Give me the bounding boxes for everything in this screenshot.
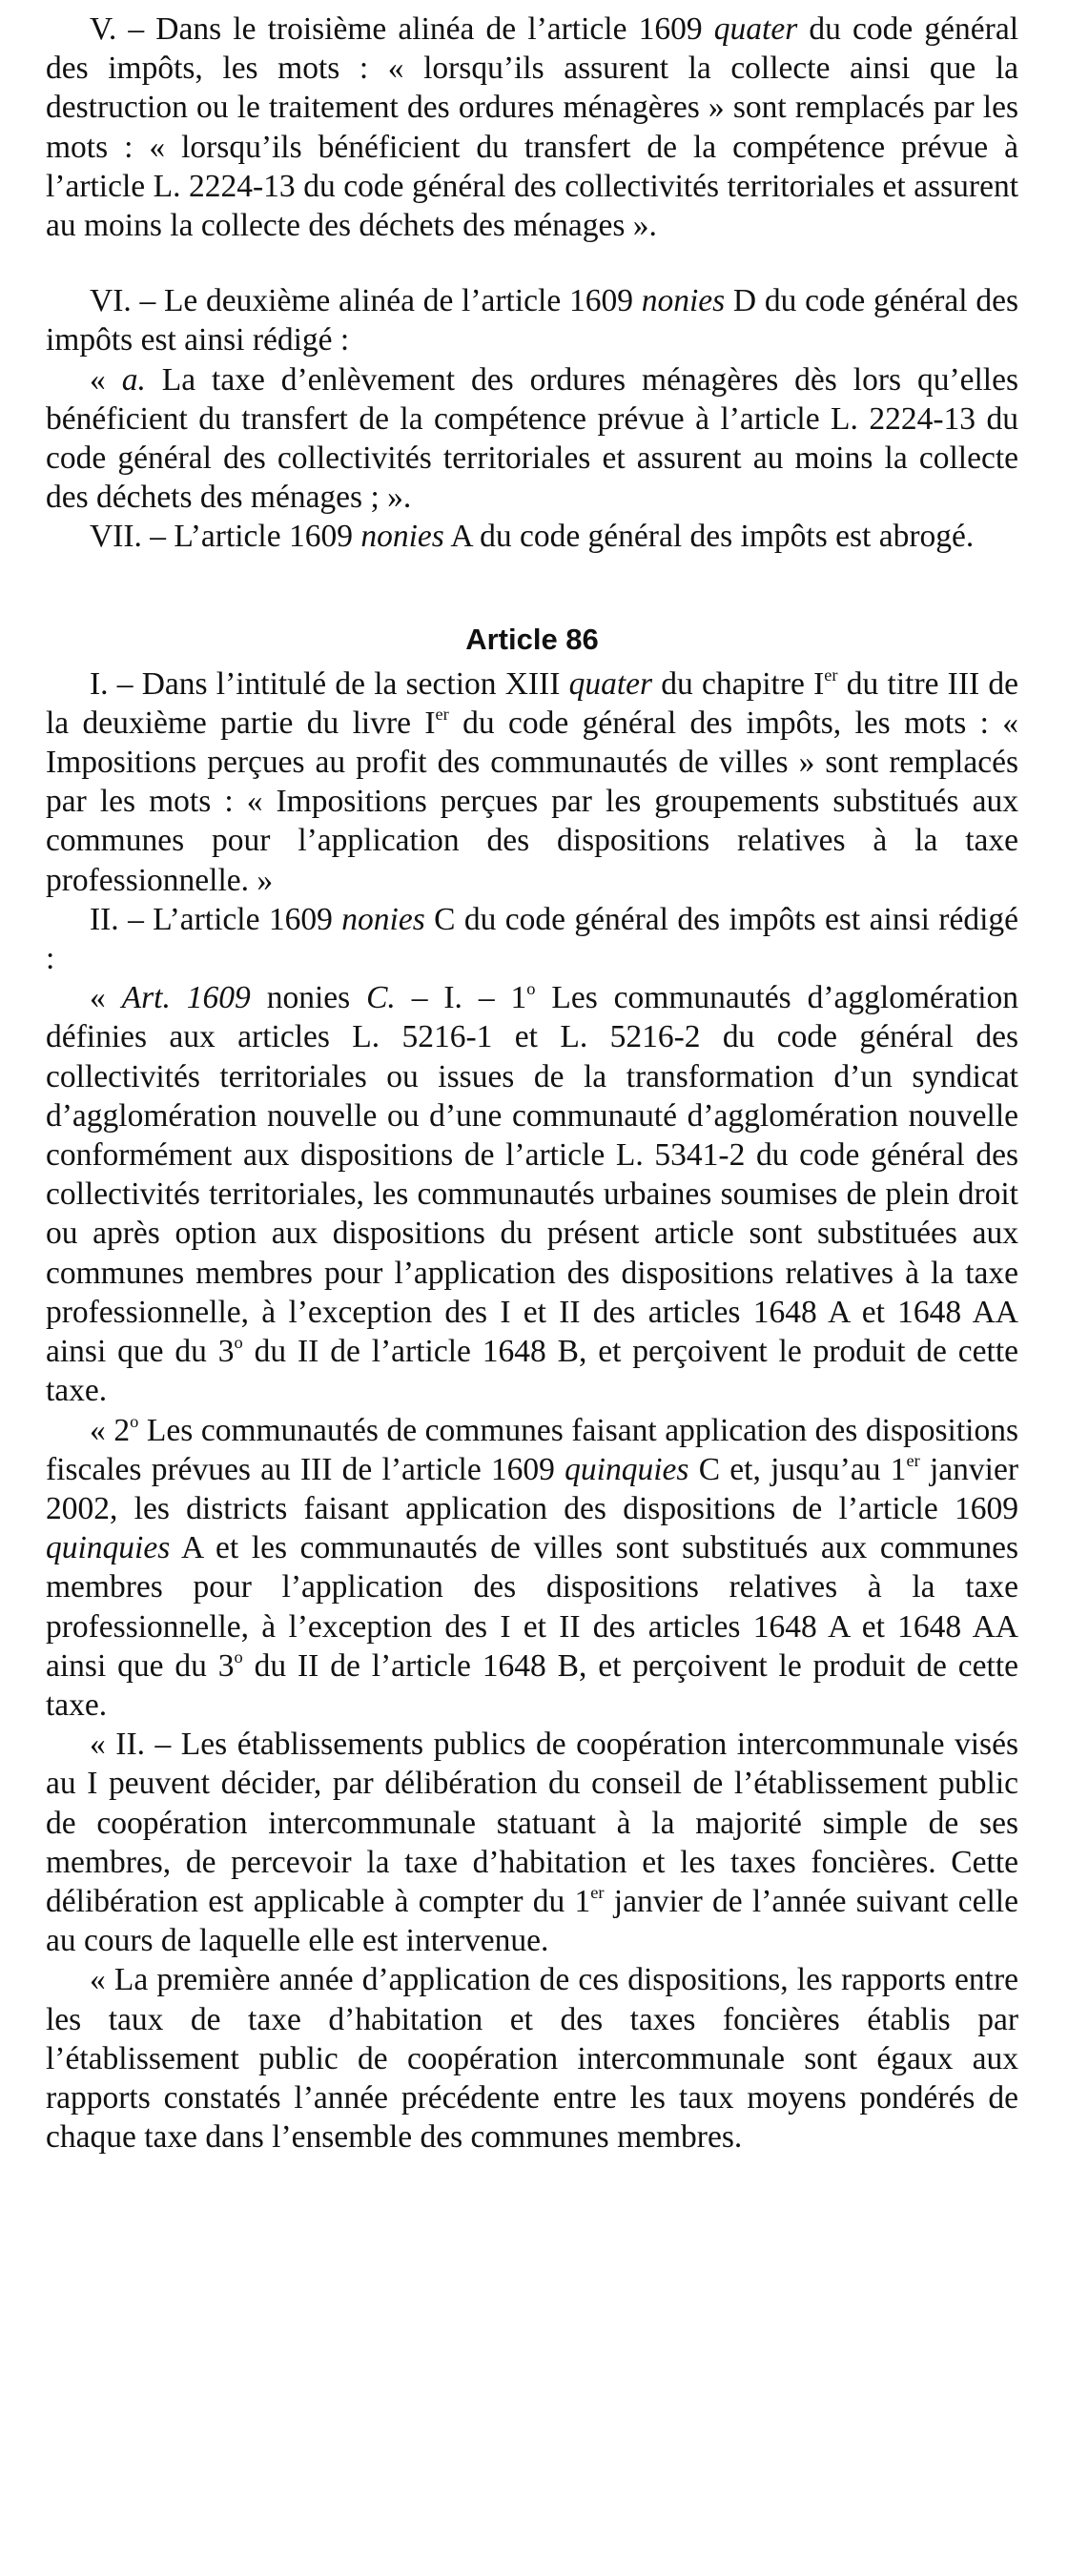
text-run-italic: quinquies <box>46 1530 171 1566</box>
text-run: D du code général des impôts est ainsi rédigé : <box>46 283 1019 358</box>
superscript: o <box>526 979 536 999</box>
text-run: Les communautés de communes faisant application des dispositions fiscales prévues au III de l’article 1609 <box>46 1412 1019 1487</box>
document-page <box>46 10 1018 2157</box>
paragraph-art-1609-i <box>46 978 1018 1410</box>
text-run: Les communautés d’agglomération définies aux articles L. 5216-1 et L. 5216-2 du code général des collectivités territoriales ou issues de la transformation d’un syndicat d’agglomération nouvelle ou d’une communauté d’agglomération nouvelle conformément aux dispositions de l’article L. 5341-2 du code général des collectivités territoriales, les communautés urbaines soumises de plein droit ou après option aux dispositions du présent article sont substituées aux communes membres pour l’application des dispositions relatives à la taxe professionnelle, à l’exception des I et II des articles 1648 A et 1648 AA ainsi que du 3 <box>46 980 1019 1370</box>
text-run: du code général des impôts, les mots : « Impositions perçues au profit des communautés de villes » sont remplacés par les mots : « Impositions perçues par les groupements substitués aux communes pour l’application des dispositions relatives à la taxe professionnelle. » <box>46 705 1018 898</box>
text-run: – I. – 1 <box>395 980 527 1016</box>
text-run: « II. – Les établissements publics de coopération intercommunale visés au I peuvent décider, par délibération du conseil de l’établissement public de coopération intercommunale statuant à la majorité simple de ses membres, de percevoir la taxe d’habitation et les taxes foncières. Cette délibération est applicable à compter du 1 <box>46 1727 1018 1919</box>
text-run: A du code général des impôts est abrogé. <box>443 519 975 555</box>
text-run-italic: a. <box>121 361 146 398</box>
superscript: er <box>435 705 449 725</box>
text-run: VII. – L’article 1609 <box>90 519 361 555</box>
paragraph-art-1609-ii-2 <box>46 1960 1018 2157</box>
text-run: du code général des impôts, les mots : « lorsqu’ils assurent la collecte ainsi que la destruction ou le traitement des ordures ménagères » sont remplacés par les mots : « lorsqu’ils bénéficient du transfert de la compétence prévue à l’article L. 2224-13 du code général des collectivités territoriales et assurent au moins la collecte des déchets des ménages ». <box>46 11 1019 244</box>
text-run-italic: C. <box>366 980 396 1016</box>
superscript: er <box>590 1883 605 1903</box>
text-run: « La première année d’application de ces dispositions, les rapports entre les taux de taxe d’habitation et des taxes foncières établis par l’établissement public de coopération intercommunale sont égaux aux rapports constatés l’année précédente entre les taux moyens pondérés de chaque taxe dans l’ensemble des communes membres. <box>46 1962 1018 2156</box>
text-run: nonies <box>250 980 367 1016</box>
text-run: C et, jusqu’au 1 <box>688 1451 907 1487</box>
paragraph-art-1609-ii <box>46 1725 1018 1960</box>
text-run: La taxe d’enlèvement des ordures ménagères dès lors qu’elles bénéficient du transfert de la compétence prévue à l’article L. 2224-13 du code général des collectivités territoriales et assurent au moins la collecte des déchets des ménages ; ». <box>46 361 1019 516</box>
text-run: « <box>90 980 122 1016</box>
paragraph-section-v <box>46 10 1018 245</box>
superscript: er <box>824 664 838 685</box>
text-run: II. – L’article 1609 <box>90 901 342 937</box>
text-run: janvier 2002, les districts faisant application des dispositions de l’article 1609 <box>46 1451 1018 1526</box>
text-run: du titre III de la deuxième partie du livre I <box>46 665 1018 741</box>
text-run-italic: quinquies <box>565 1451 689 1487</box>
text-run-italic: Art. 1609 <box>121 980 251 1016</box>
text-run: « <box>90 361 122 398</box>
text-run: du chapitre I <box>652 665 825 702</box>
superscript: o <box>234 1646 243 1666</box>
superscript: er <box>906 1450 920 1470</box>
paragraph-article-i <box>46 664 1018 900</box>
article-heading: Article 86 <box>465 622 599 656</box>
paragraph-section-vi <box>46 281 1018 359</box>
text-run: V. – Dans le troisième alinéa de l’article 1609 <box>90 11 714 47</box>
text-run: A et les communautés de villes sont substitués aux communes membres pour l’application des dispositions relatives à la taxe professionnelle, à l’exception des I et II des articles 1648 A et 1648 AA ainsi que du 3 <box>46 1530 1018 1684</box>
text-run-italic: nonies <box>341 901 425 937</box>
text-run: C du code général des impôts est ainsi rédigé : <box>46 901 1019 977</box>
paragraph-section-vi-quote <box>46 360 1018 518</box>
text-run-italic: nonies <box>360 519 444 555</box>
text-run: du II de l’article 1648 B, et perçoivent le produit de cette taxe. <box>46 1334 1019 1409</box>
superscript: o <box>234 1333 243 1353</box>
text-run: VI. – Le deuxième alinéa de l’article 1609 <box>90 283 642 319</box>
superscript: o <box>130 1411 139 1431</box>
paragraph-article-ii <box>46 900 1018 978</box>
text-run: I. – Dans l’intitulé de la section XIII <box>90 665 569 702</box>
text-run: du II de l’article 1648 B, et perçoivent le produit de cette taxe. <box>46 1647 1019 1723</box>
paragraph-art-1609-i-2 <box>46 1411 1018 1726</box>
text-run: « 2 <box>90 1412 131 1448</box>
paragraph-section-vii <box>46 517 1018 556</box>
text-run: janvier de l’année suivant celle au cours de laquelle elle est intervenue. <box>46 1883 1018 1959</box>
text-run-italic: quater <box>713 11 798 47</box>
text-run-italic: quater <box>568 665 653 702</box>
text-run-italic: nonies <box>641 283 726 319</box>
